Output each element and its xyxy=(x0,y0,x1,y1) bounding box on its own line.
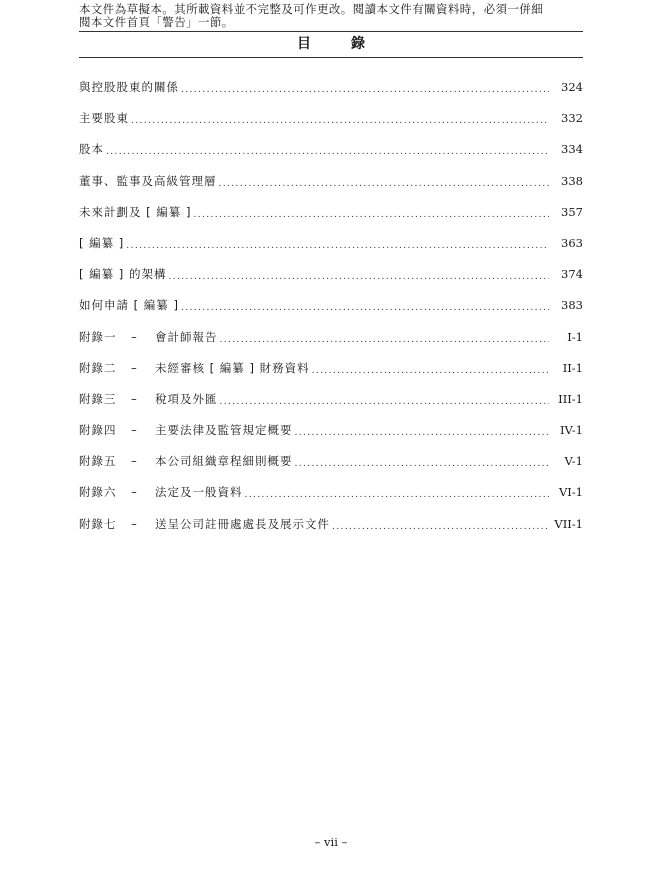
toc-appendix-entry[interactable] xyxy=(79,329,583,360)
toc-entry-page: 332 xyxy=(561,111,583,126)
appendix-dash: – xyxy=(131,360,137,375)
toc-entry-label: 董事、監事及高級管理層 xyxy=(79,173,217,188)
dot-leader xyxy=(181,79,549,98)
toc-entry-page: 357 xyxy=(561,204,583,219)
appendix-number: 附錄六 xyxy=(79,485,117,500)
appendix-title: 稅項及外匯 xyxy=(155,391,218,406)
toc-entry-label: [ 編纂 ] 的架構 xyxy=(79,267,167,282)
toc-entry-page: 363 xyxy=(561,235,583,250)
appendix-dash: – xyxy=(131,423,137,438)
page-number-footer: – vii – xyxy=(314,835,348,849)
toc-entry-label: [ 編纂 ] xyxy=(79,235,125,250)
appendix-number: 附錄二 xyxy=(79,360,117,375)
appendix-page: II-1 xyxy=(562,360,583,375)
dot-leader xyxy=(168,266,549,285)
toc-entry[interactable] xyxy=(79,297,583,328)
dot-leader xyxy=(295,453,550,472)
toc-appendix-entry[interactable] xyxy=(79,516,583,547)
appendix-title: 本公司組織章程細則概要 xyxy=(155,454,293,469)
toc-entry-label: 與控股股東的關係 xyxy=(79,80,179,94)
toc-entry[interactable] xyxy=(79,204,583,235)
toc-entry-page: 324 xyxy=(561,80,583,94)
appendix-number: 附錄七 xyxy=(79,516,117,531)
dot-leader xyxy=(295,422,550,441)
dot-leader xyxy=(181,297,549,316)
toc-entry[interactable] xyxy=(79,266,583,297)
dot-leader xyxy=(106,141,549,160)
appendix-title: 主要法律及監管規定概要 xyxy=(155,423,293,438)
dot-leader xyxy=(312,360,549,379)
header-rule-bottom xyxy=(79,57,583,58)
toc-appendix-entry[interactable] xyxy=(79,453,583,484)
dot-leader xyxy=(131,110,549,129)
toc-entry[interactable] xyxy=(79,141,583,172)
appendix-title: 未經審核 [ 編纂 ] 財務資料 xyxy=(155,360,310,375)
dot-leader xyxy=(193,204,549,223)
appendix-page: VI-1 xyxy=(558,485,583,500)
toc-heading xyxy=(79,35,583,53)
appendix-page: VII-1 xyxy=(554,516,583,531)
toc-entry[interactable] xyxy=(79,173,583,204)
appendix-dash: – xyxy=(131,485,137,500)
appendix-dash: – xyxy=(131,454,137,469)
appendix-number: 附錄五 xyxy=(79,454,117,469)
dot-leader xyxy=(126,235,549,254)
toc-entry-label: 如何申請 [ 編纂 ] xyxy=(79,298,179,313)
appendix-dash: – xyxy=(131,391,137,406)
disclaimer-line-2: 閱本文件首頁「警告」一節。 xyxy=(79,15,234,29)
table-of-contents xyxy=(79,79,583,547)
toc-entry[interactable] xyxy=(79,110,583,141)
appendix-page: IV-1 xyxy=(560,423,583,438)
toc-entry-label: 未來計劃及 [ 編纂 ] xyxy=(79,204,192,219)
appendix-page: I-1 xyxy=(567,329,583,344)
toc-heading-char-2: 錄 xyxy=(351,36,365,52)
appendix-title: 法定及一般資料 xyxy=(155,485,243,500)
header-rule-top xyxy=(79,31,583,32)
toc-appendix-entry[interactable] xyxy=(79,360,583,391)
dot-leader xyxy=(220,391,550,410)
toc-entry-page: 383 xyxy=(561,298,583,313)
appendix-dash: – xyxy=(131,329,137,344)
dot-leader xyxy=(220,329,550,348)
toc-appendix-entry[interactable] xyxy=(79,391,583,422)
draft-disclaimer xyxy=(79,3,583,29)
appendix-page: V-1 xyxy=(564,454,583,469)
appendix-number: 附錄四 xyxy=(79,423,117,438)
toc-entry-label: 主要股東 xyxy=(79,111,129,126)
appendix-title: 會計師報告 xyxy=(155,329,218,344)
dot-leader xyxy=(245,484,550,503)
toc-entry[interactable] xyxy=(79,79,583,110)
toc-entry-page: 334 xyxy=(561,142,583,157)
toc-entry-label: 股本 xyxy=(79,142,104,157)
toc-heading-char-1: 目 xyxy=(297,36,311,52)
toc-entry[interactable] xyxy=(79,235,583,266)
toc-entry-page: 338 xyxy=(561,173,583,188)
appendix-number: 附錄一 xyxy=(79,329,117,344)
appendix-dash: – xyxy=(131,516,137,531)
appendix-number: 附錄三 xyxy=(79,391,117,406)
dot-leader xyxy=(219,173,550,192)
toc-appendix-entry[interactable] xyxy=(79,484,583,515)
toc-appendix-entry[interactable] xyxy=(79,422,583,453)
toc-entry-page: 374 xyxy=(561,267,583,282)
appendix-title: 送呈公司註冊處處長及展示文件 xyxy=(155,516,330,531)
appendix-page: III-1 xyxy=(558,391,583,406)
disclaimer-line-1: 本文件為草擬本。其所載資料並不完整及可作更改。閱讀本文件有關資料時，必須一併細 xyxy=(79,2,544,16)
dot-leader xyxy=(332,516,549,535)
